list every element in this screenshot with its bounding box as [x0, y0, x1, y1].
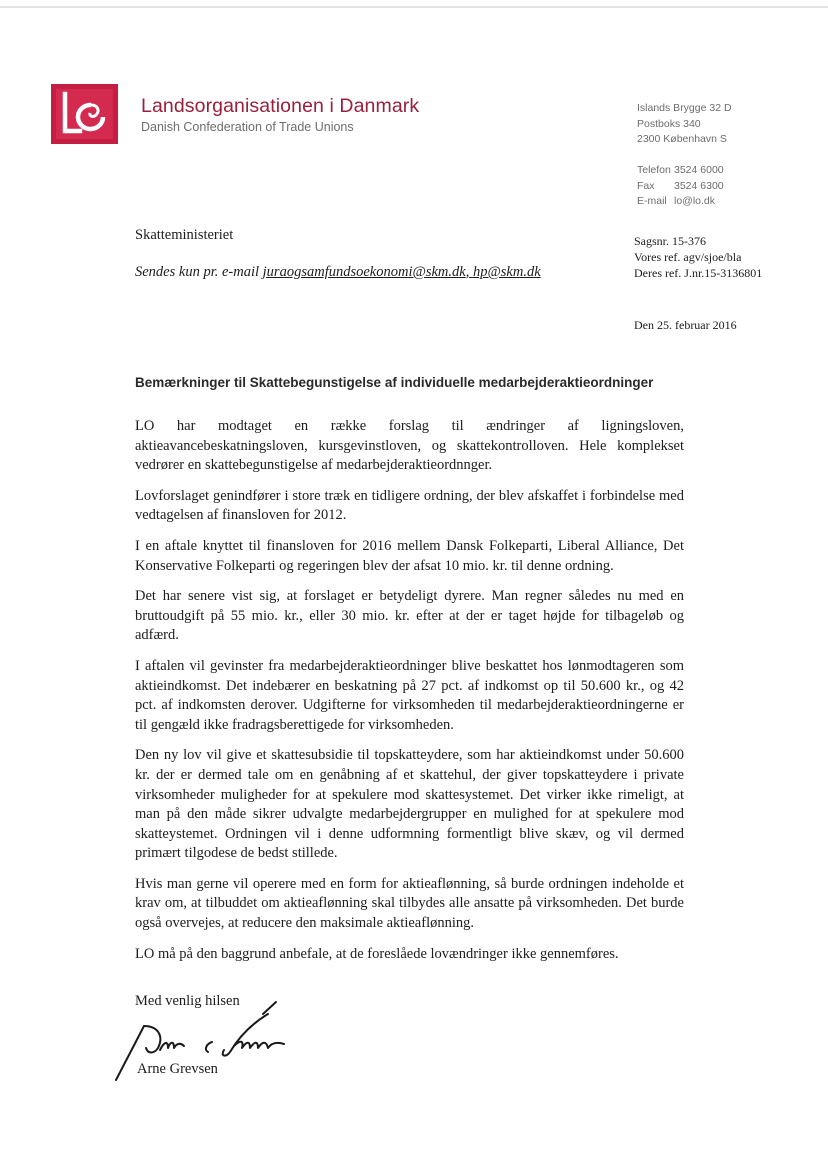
- body-paragraph: LO har modtaget en række forslag til ændringer af ligningsloven, aktieavancebeskatningsloven, kursgevinstloven, og skattekontrolloven. Hele komplekset vedrører en skattebegunstigelse af medarbejderaktieordnnger.: [135, 418, 684, 474]
- case-number: Sagsnr. 15-376: [634, 234, 706, 248]
- letter-body: [135, 417, 684, 975]
- org-name: Landsorganisationen i Danmark: [141, 95, 420, 117]
- email-link-hp[interactable]: hp@skm.dk: [472, 264, 541, 280]
- body-paragraph: I aftalen vil gevinster fra medarbejderaktieordninger blive beskattet hos lønmodtageren som aktieindkomst. Det indebærer en beskatning på 27 pct. af indkomst op til 50.600 kr., og 42 pct. af indkomsten derover. Udgifterne for virksomheden til medarbejderaktieordningerne er til gengæld ikke fradragsberettigede for virksomheden.: [135, 657, 684, 733]
- contact-info: [637, 163, 724, 210]
- your-reference: Deres ref. J.nr.15-3136801: [634, 266, 763, 280]
- letter-date: Den 25. februar 2016: [634, 318, 737, 332]
- body-paragraph: Det har senere vist sig, at forslaget er betydeligt dyrere. Man regner således nu med en bruttoudgift på 55 mio. kr., eller 30 mio. kr. efter at der er taget højde for tilbageløb og adfærd.: [135, 588, 684, 644]
- address-line: Postboks 340: [637, 117, 701, 130]
- letter-subject: Bemærkninger til Skattebegunstigelse af individuelle medarbejderaktieordninger: [135, 375, 654, 390]
- postal-address: [637, 101, 732, 148]
- body-paragraph: I en aftale knyttet til finansloven for 2016 mellem Dansk Folkeparti, Liberal Alliance, Det Konservative Folkeparti og regeringen blev der afsat 10 mio. kr. til denne ordning.: [135, 537, 684, 574]
- recipient: Skatteministeriet: [135, 227, 234, 243]
- contact-phone: Telefon 3524 6000: [637, 164, 724, 176]
- address-line: 2300 København S: [637, 133, 727, 146]
- signer-name: Arne Grevsen: [137, 1061, 218, 1077]
- email-link-jura[interactable]: juraogsamfundsoekonomi@skm.dk: [262, 264, 466, 280]
- body-paragraph: Den ny lov vil give et skattesubsidie til topskatteydere, som har aktieindkomst under 50.600 kr. der er dermed tale om en genåbning af et skattehul, der giver topskatteydere i private virksomheder muligheder for at spekulere mod skattesystemet. Det virker ikke rimeligt, at man på den måde sikrer udvalgte medarbejdergrupper en mulighed for at spekulere mod skatteystemet. Ordningen vil i denne udformning formentligt blive skæv, og vil dermed primært tilgodese de bedst stillede.: [135, 747, 684, 862]
- body-paragraph: LO må på den baggrund anbefale, at de foreslåede lovændringer ikke gennemføres.: [135, 945, 619, 962]
- lo-logo: [51, 84, 118, 144]
- body-paragraph: Lovforslaget genindfører i store træk en tidligere ordning, der blev afskaffet i forbindelse med vedtagelsen af finansloven for 2012.: [135, 487, 684, 524]
- address-line: Islands Brygge 32 D: [637, 102, 732, 114]
- contact-fax: Fax 3524 6300: [637, 179, 724, 192]
- top-edge-line: [0, 6, 828, 8]
- contact-email: E-mail lo@lo.dk: [637, 195, 716, 208]
- our-reference: Vores ref. agv/sjoe/bla: [634, 250, 742, 264]
- closing-greeting: Med venlig hilsen: [135, 993, 240, 1009]
- lo-logo-icon: [51, 84, 118, 144]
- reference-block: [634, 233, 762, 281]
- body-paragraph: Hvis man gerne vil operere med en form for aktieaflønning, så burde ordningen indeholde et krav om, at tilbuddet om aktieaflønning skal tilbydes alle ansatte på virksomheden. Det burde også overvejes, at reducere den maksimale aktieaflønning.: [135, 875, 684, 932]
- org-subtitle: Danish Confederation of Trade Unions: [141, 120, 354, 134]
- send-instructions: Sendes kun pr. e-mail juraogsamfundsoekonomi@skm.dk, hp@skm.dk: [135, 264, 541, 280]
